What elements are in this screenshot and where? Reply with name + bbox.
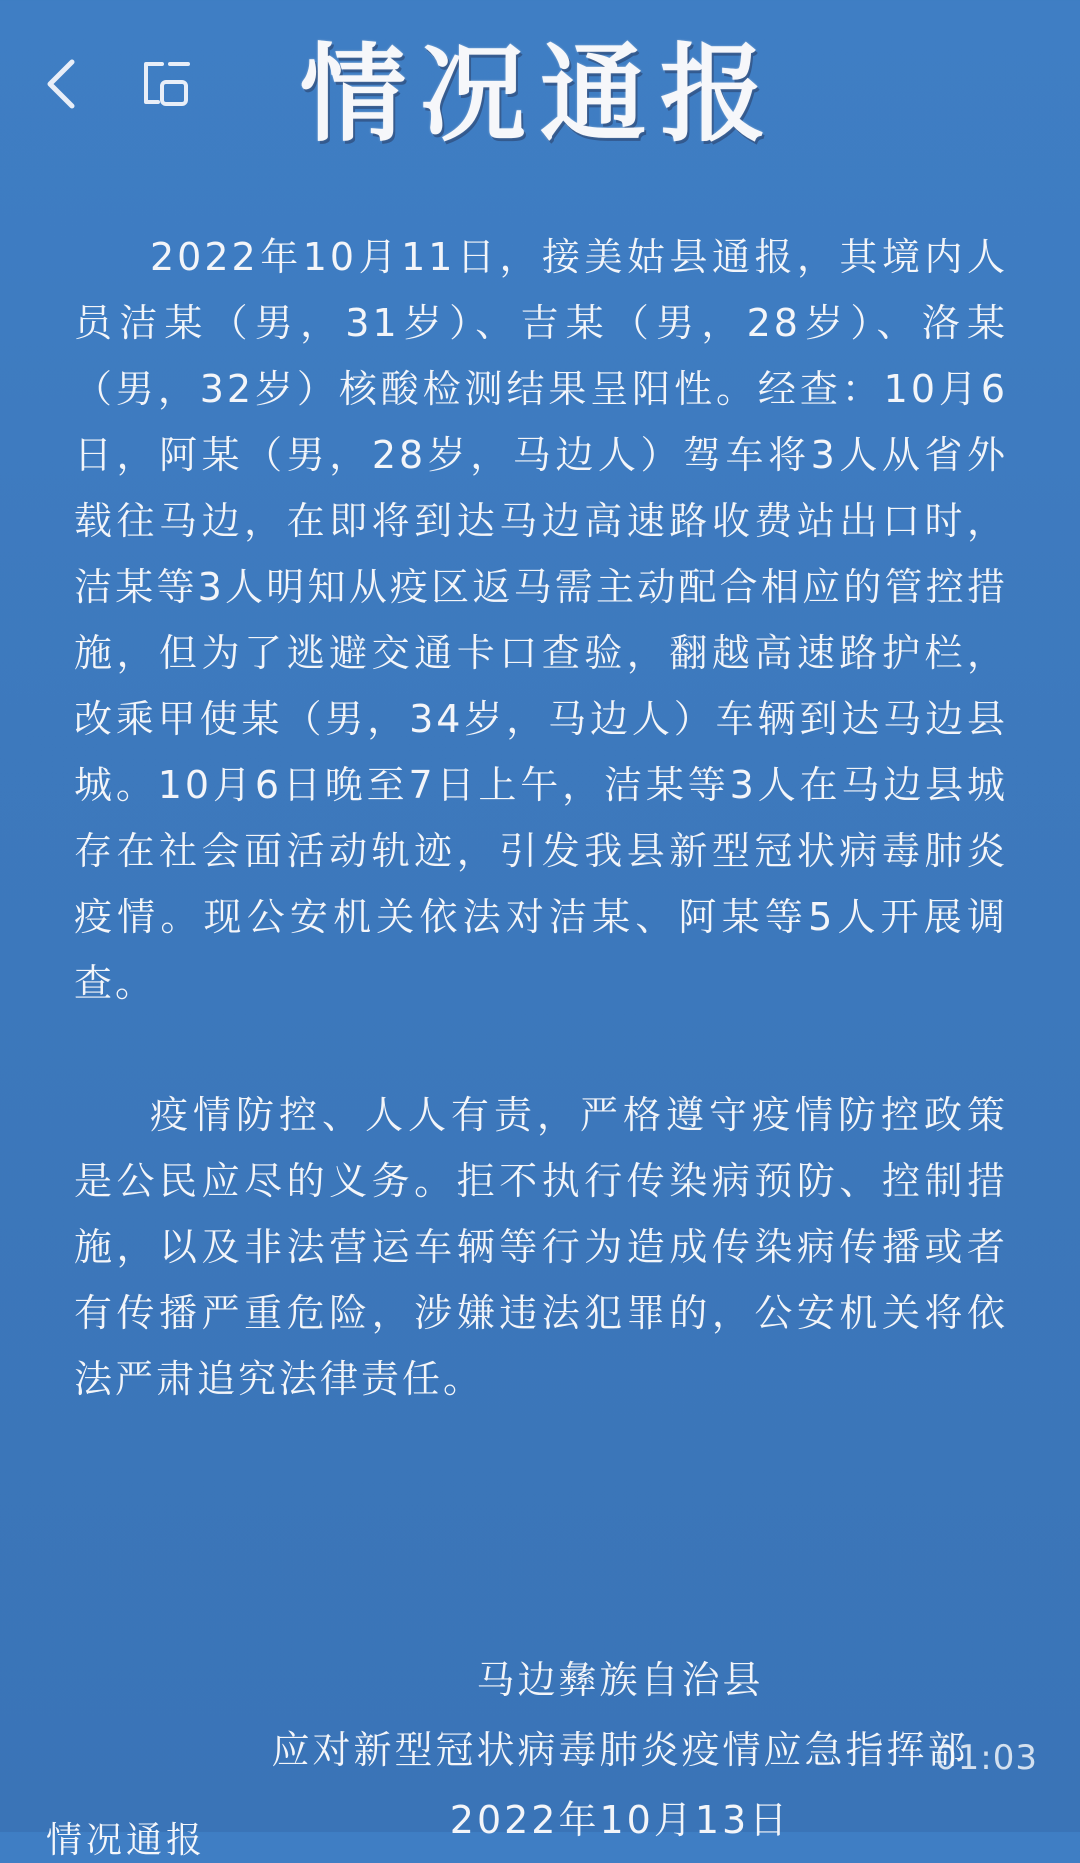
notice-body — [74, 224, 1008, 1412]
video-timestamp: 01:03 — [935, 1738, 1038, 1778]
top-bar — [0, 0, 1080, 170]
signature-org-line-1: 马边彝族自治县 — [476, 1658, 764, 1702]
signature-org-line-2: 应对新型冠状病毒肺炎疫情应急指挥部 — [271, 1728, 969, 1772]
notice-paragraph-2: 疫情防控、人人有责，严格遵守疫情防控政策是公民应尽的义务。拒不执行传染病预防、控制措施，以及非法营运车辆等行为造成传染病传播或者有传播严重危险，涉嫌违法犯罪的，公安机关将依法严肃追究法律责任。 — [74, 1093, 1008, 1401]
notice-paragraph-1: 2022年10月11日，接美姑县通报，其境内人员洁某（男，31岁）、吉某（男，28岁）、洛某（男，32岁）核酸检测结果呈阳性。经查：10月6日，阿某（男，28岁，马边人）驾车将3人从省外载往马边，在即将到达马边高速路收费站出口时，洁某等3人明知从疫区返马需主动配合相应的管控措施，但为了逃避交通卡口查验，翻越高速路护栏，改乘甲使某（男，34岁，马边人）车辆到达马边县城。10月6日晚至7日上午，洁某等3人在马边县城存在社会面活动轨迹，引发我县新型冠状病毒肺炎疫情。现公安机关依法对洁某、阿某等5人开展调查。 — [74, 235, 1008, 1005]
signature-block — [200, 1645, 1040, 1855]
signature-date: 2022年10月13日 — [449, 1798, 791, 1842]
page-title: 情况通报 — [300, 33, 780, 156]
video-caption: 情况通报 — [46, 1820, 207, 1861]
